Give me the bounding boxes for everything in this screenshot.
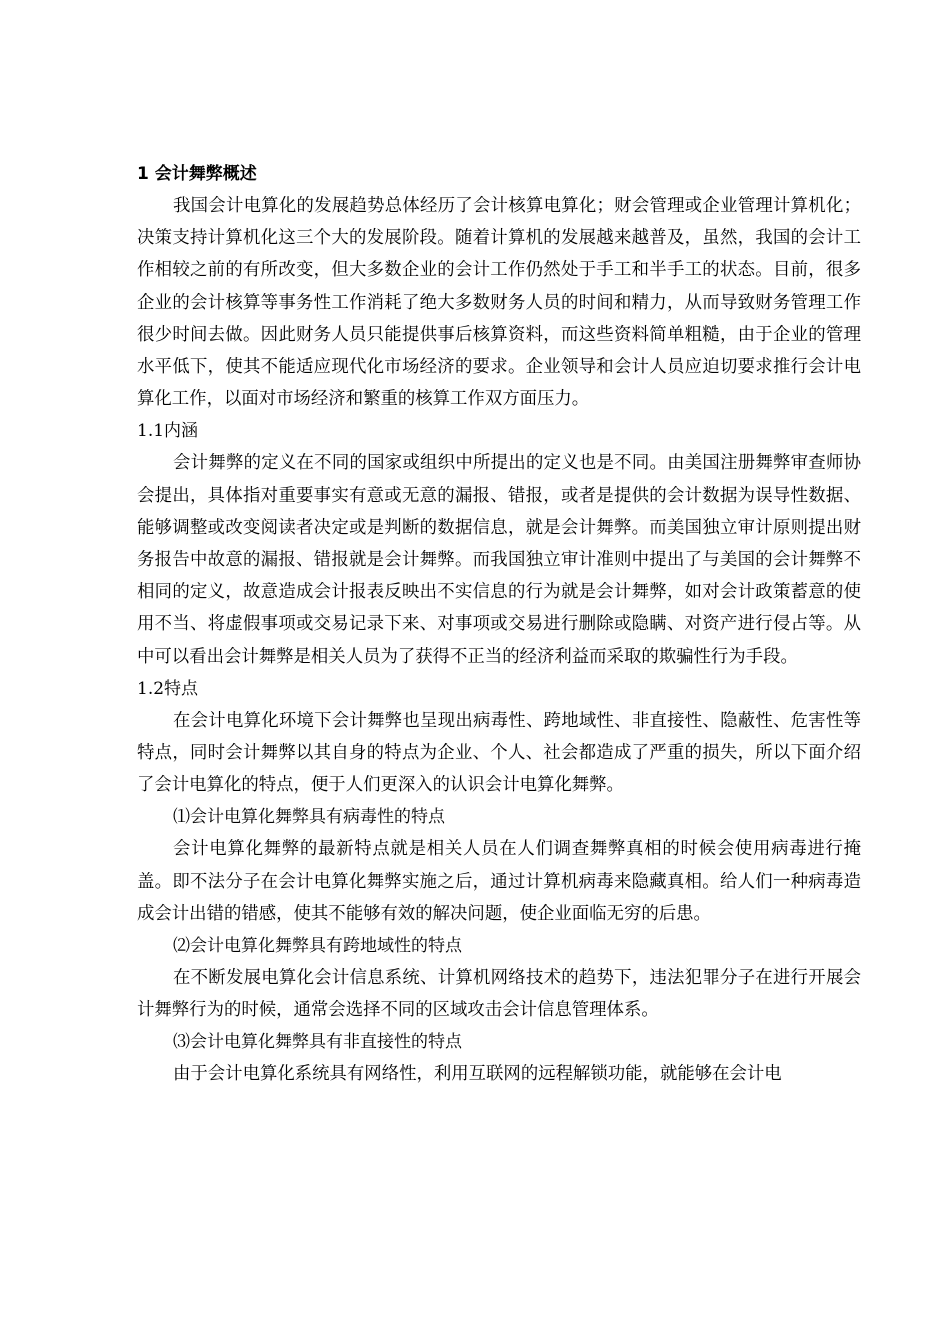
features-paragraph: 在会计电算化环境下会计舞弊也呈现出病毒性、跨地域性、非直接性、隐蔽性、危害性等特点，同时会计舞弊以其自身的特点为企业、个人、社会都造成了严重的损失，所以下面介绍了会计电算化的特点，便于人们更深入的认识会计电算化舞弊。: [137, 710, 861, 796]
feature-item-paragraph: 由于会计电算化系统具有网络性，利用互联网的远程解锁功能，就能够在会计电: [173, 1064, 782, 1085]
feature-item-paragraph: 会计电算化舞弊的最新特点就是相关人员在人们调查舞弊真相的时候会使用病毒进行掩盖。即不法分子在会计电算化舞弊实施之后，通过计算机病毒来隐藏真相。给人们一种病毒造成会计出错的错感，使其不能够有效的解决问题，使企业面临无穷的后患。: [137, 839, 861, 924]
feature-item-label: ⑶会计电算化舞弊具有非直接性的特点: [173, 1032, 462, 1053]
subsection-heading-features: 1.2特点: [137, 678, 199, 699]
section-heading: 1 会计舞弊概述: [137, 164, 257, 184]
intro-paragraph: 我国会计电算化的发展趋势总体经历了会计核算电算化；财会管理或企业管理计算机化；决策支持计算机化这三个大的发展阶段。随着计算机的发展越来越普及，虽然，我国的会计工作相较之前的有所改变，但大多数企业的会计工作仍然处于手工和半手工的状态。目前，很多企业的会计核算等事务性工作消耗了绝大多数财务人员的时间和精力，从而导致财务管理工作很少时间去做。因此财务人员只能提供事后核算资料，而这些资料简单粗糙，由于企业的管理水平低下，使其不能适应现代化市场经济的要求。企业领导和会计人员应迫切要求推行会计电算化工作，以面对市场经济和繁重的核算工作双方面压力。: [137, 196, 861, 410]
document-page: [137, 158, 861, 1091]
subsection-heading-connotation: 1.1内涵: [137, 421, 199, 442]
connotation-paragraph: 会计舞弊的定义在不同的国家或组织中所提出的定义也是不同。由美国注册舞弊审查师协会提出，具体指对重要事实有意或无意的漏报、错报，或者是提供的会计数据为误导性数据、能够调整或改变阅读者决定或是判断的数据信息，就是会计舞弊。而美国独立审计原则提出财务报告中故意的漏报、错报就是会计舞弊。而我国独立审计准则中提出了与美国的会计舞弊不相同的定义，故意造成会计报表反映出不实信息的行为就是会计舞弊，如对会计政策蓄意的使用不当、将虚假事项或交易记录下来、对事项或交易进行删除或隐瞒、对资产进行侵占等。从中可以看出会计舞弊是相关人员为了获得不正当的经济利益而采取的欺骗性行为手段。: [137, 453, 861, 667]
feature-item-label: ⑵会计电算化舞弊具有跨地域性的特点: [173, 936, 462, 957]
feature-item-paragraph: 在不断发展电算化会计信息系统、计算机网络技术的趋势下，违法犯罪分子在进行开展会计舞弊行为的时候，通常会选择不同的区域攻击会计信息管理体系。: [137, 968, 861, 1021]
feature-item-label: ⑴会计电算化舞弊具有病毒性的特点: [173, 807, 445, 828]
